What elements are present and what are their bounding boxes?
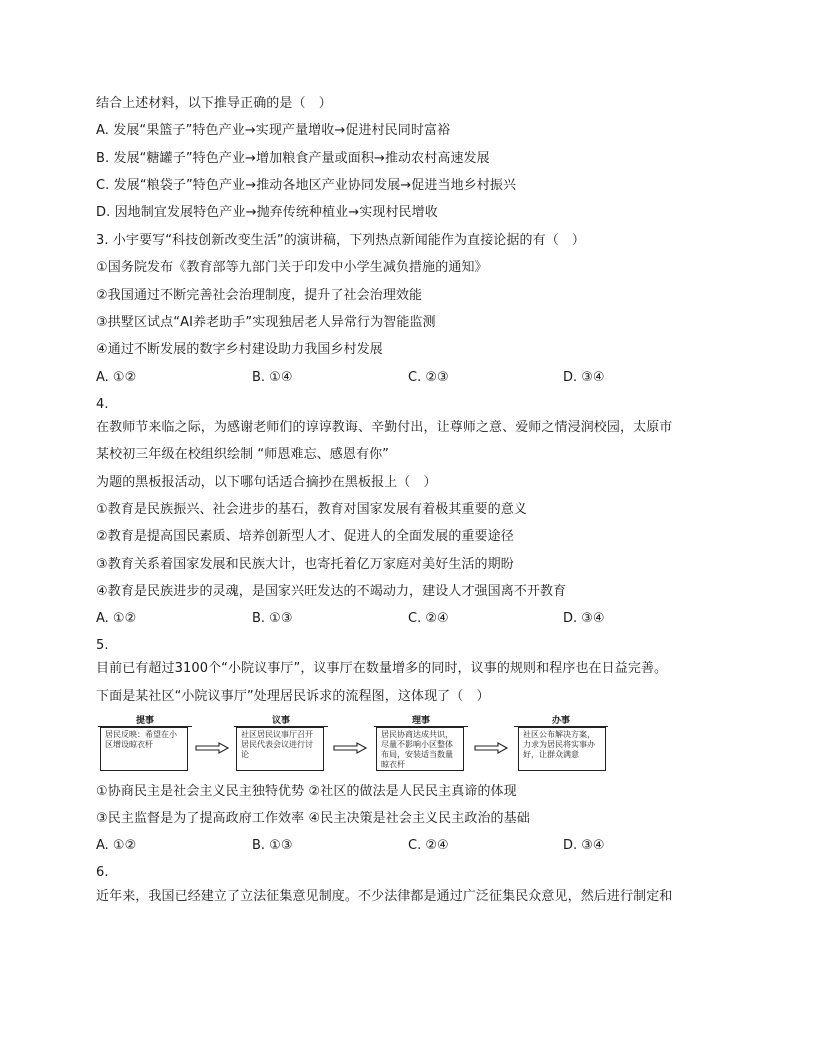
q3-choice-a: A. ①② [96,370,137,385]
flow-stage-3-label: 理事 [411,716,430,726]
q4-choice-c: C. ②④ [408,611,449,626]
q5-choice-b: B. ①③ [252,838,293,853]
q4-choice-a: A. ①② [96,611,137,626]
q4-item-3: ③教育关系着国家发展和民族大计，也寄托着亿万家庭对美好生活的期盼 [96,557,514,572]
q5-items-line-1: ①协商民主是社会主义民主独特优势 ②社区的做法是人民民主真谛的体现 [96,784,517,799]
q4-item-1: ①教育是民族振兴、社会进步的基石，教育对国家发展有着极其重要的意义 [96,502,527,517]
q3-item-4: ④通过不断发展的数字乡村建设助力我国乡村发展 [96,342,383,357]
flow-arrow-3-icon [474,742,508,754]
q3-choice-d: D. ③④ [563,370,605,385]
q6-number: 6. [96,865,109,880]
q3-stem: 3. 小宇要写“科技创新改变生活”的演讲稿，下列热点新闻能作为直接论据的有（ ） [96,233,586,248]
q3-item-3: ③拱墅区试点“AI养老助手”实现独居老人异常行为智能监测 [96,315,436,330]
q5-choice-d: D. ③④ [563,838,605,853]
q5-choice-c: C. ②④ [408,838,449,853]
q3-item-2: ②我国通过不断完善社会治理制度，提升了社会治理效能 [96,288,423,303]
q3-choice-c: C. ②③ [408,370,449,385]
q5-choice-a: A. ①② [96,838,137,853]
q2-option-c: C. 发展“粮袋子”特色产业→推动各地区产业协同发展→促进当地乡村振兴 [96,178,517,193]
flow-stage-4-box: 社区公布解决方案，力求为居民将实事办好，让群众满意 [518,727,606,771]
flow-stage-1-box: 居民反映：希望在小区增设晾衣杆 [100,727,188,771]
q5-stem-line-1: 目前已有超过3100个“小院议事厅”，议事厅在数量增多的同时，议事的规则和程序也在日益完善。 [96,661,668,676]
q3-item-1: ①国务院发布《教育部等九部门关于印发中小学生减负措施的通知》 [96,260,488,275]
q4-stem-line-2: 某校初三年级在校组织绘制 “师恩难忘、感恩有你” [96,447,390,462]
q2-option-b: B. 发展“糖罐子”特色产业→增加粮食产量或面积→推动农村高速发展 [96,151,490,166]
q5-items-line-2: ③民主监督是为了提高政府工作效率 ④民主决策是社会主义民主政治的基础 [96,811,530,826]
q5-flowchart [96,716,656,778]
flow-stage-2-box: 社区居民议事厅召开居民代表会议进行讨论 [236,727,324,771]
flow-stage-3-box: 居民协商达成共识，尽量不影响小区整体布局，安装适当数量晾衣杆 [376,727,464,771]
q4-stem-line-1: 在教师节来临之际，为感谢老师们的谆谆教诲、辛勤付出，让尊师之意、爱师之情浸润校园，太原市 [96,420,673,435]
q3-choice-b: B. ①④ [252,370,293,385]
q4-stem-line-3: 为题的黑板报活动，以下哪句话适合摘抄在黑板报上（ ） [96,475,437,490]
q2-stem: 结合上述材料，以下推导正确的是（ ） [96,96,332,111]
flow-arrow-2-icon [333,742,367,754]
q4-choice-b: B. ①③ [252,611,293,626]
q4-number: 4. [96,397,109,412]
q5-stem-line-2: 下面是某社区“小院议事厅”处理居民诉求的流程图，这体现了（ ） [96,689,490,704]
q5-number: 5. [96,638,109,653]
flow-stage-4-label: 办事 [551,716,570,726]
flow-arrow-1-icon [195,742,229,754]
q4-item-4: ④教育是民族进步的灵魂，是国家兴旺发达的不竭动力，建设人才强国离不开教育 [96,584,567,599]
q2-option-a: A. 发展“果篮子”特色产业→实现产量增收→促进村民同时富裕 [96,123,451,138]
flow-stage-2-label: 议事 [271,716,290,726]
flow-stage-1-label: 提事 [135,716,154,726]
q4-choice-d: D. ③④ [563,611,605,626]
q4-item-2: ②教育是提高国民素质、培养创新型人才、促进人的全面发展的重要途径 [96,529,514,544]
q2-option-d: D. 因地制宜发展特色产业→抛弃传统种植业→实现村民增收 [96,205,438,220]
q6-stem-line-1: 近年来，我国已经建立了立法征集意见制度。不少法律都是通过广泛征集民众意见，然后进行制定和 [96,889,673,904]
